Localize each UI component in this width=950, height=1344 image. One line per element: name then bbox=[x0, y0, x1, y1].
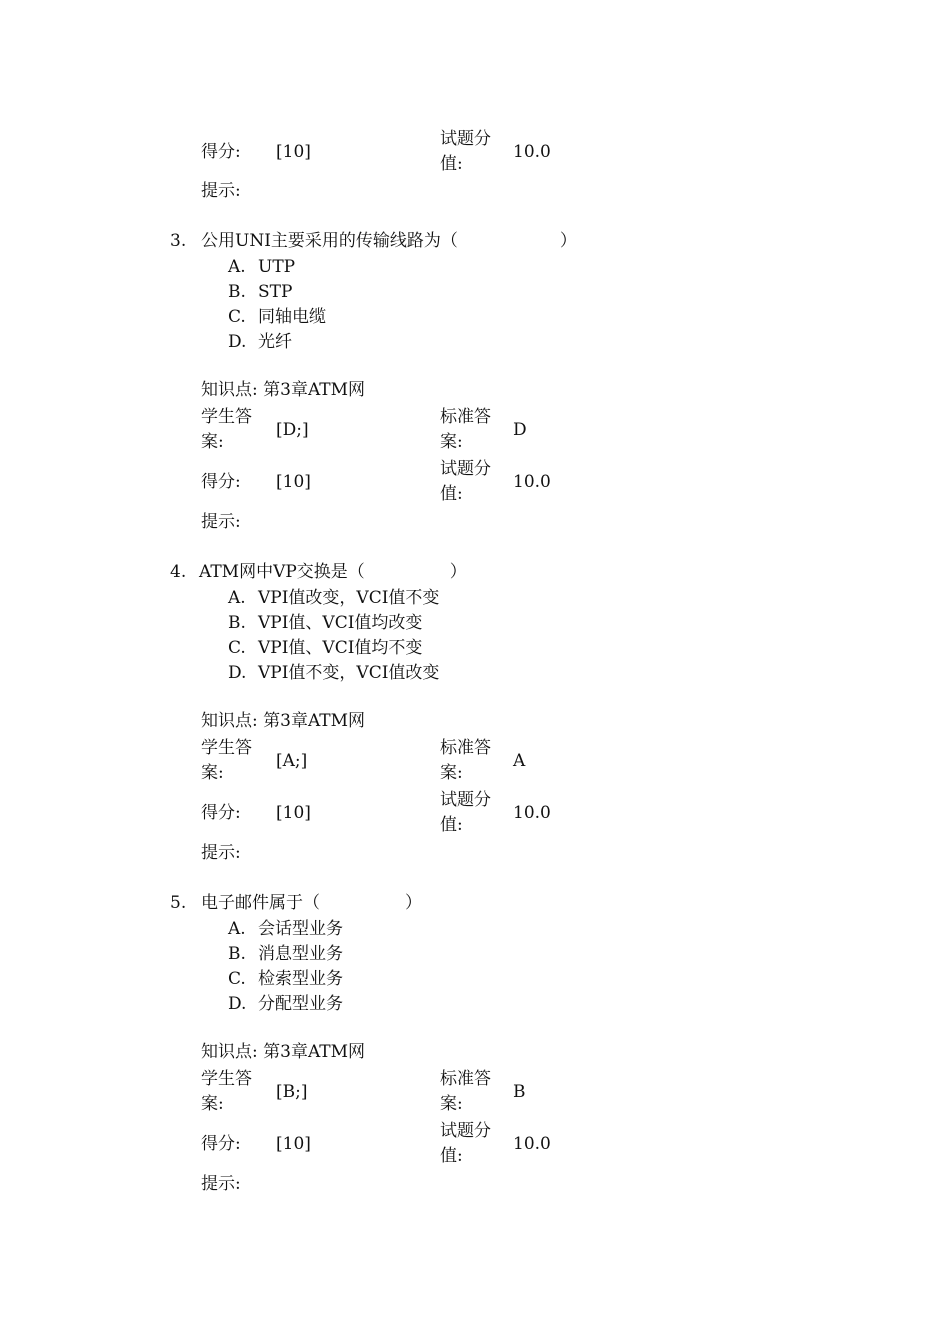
option-c bbox=[228, 636, 422, 661]
option-letter: D. bbox=[228, 332, 247, 352]
knowledge-point bbox=[201, 378, 365, 403]
option-letter: B. bbox=[228, 944, 246, 964]
item-value: 10.0 bbox=[513, 1134, 551, 1154]
option-a bbox=[228, 255, 295, 280]
score-label: 得分: bbox=[201, 472, 241, 492]
item-value: 10.0 bbox=[513, 142, 551, 162]
option-b bbox=[228, 611, 422, 636]
item-value-label: 试题分值: bbox=[440, 1121, 491, 1166]
hint-label: 提示: bbox=[201, 1174, 241, 1194]
student-answer-label: 学生答案: bbox=[201, 1069, 252, 1114]
standard-answer: D bbox=[513, 420, 527, 440]
knowledge-label: 知识点: bbox=[201, 380, 258, 400]
option-letter: C. bbox=[228, 307, 246, 327]
standard-answer: B bbox=[513, 1082, 526, 1102]
score-value: [10] bbox=[276, 142, 311, 162]
knowledge-value: 第3章ATM网 bbox=[263, 1042, 366, 1062]
option-letter: A. bbox=[228, 257, 246, 277]
student-answer: [D;] bbox=[276, 420, 309, 440]
option-letter: B. bbox=[228, 282, 246, 302]
option-d bbox=[228, 992, 343, 1017]
option-text: STP bbox=[258, 282, 293, 302]
option-letter: C. bbox=[228, 638, 246, 658]
score-value: [10] bbox=[276, 1134, 311, 1154]
option-c bbox=[228, 967, 343, 992]
option-letter: D. bbox=[228, 994, 247, 1014]
knowledge-label: 知识点: bbox=[201, 711, 258, 731]
standard-answer-label: 标准答案: bbox=[440, 738, 491, 783]
knowledge-label: 知识点: bbox=[201, 1042, 258, 1062]
option-b bbox=[228, 280, 292, 305]
student-answer: [A;] bbox=[276, 751, 308, 771]
score-label: 得分: bbox=[201, 142, 241, 162]
hint-label: 提示: bbox=[201, 843, 241, 863]
standard-answer-label: 标准答案: bbox=[440, 1069, 491, 1114]
knowledge-value: 第3章ATM网 bbox=[263, 380, 366, 400]
hint-label: 提示: bbox=[201, 181, 241, 201]
option-c bbox=[228, 305, 326, 330]
item-value-label: 试题分值: bbox=[440, 459, 491, 504]
item-value-label: 试题分值: bbox=[440, 790, 491, 835]
question-number: 4. bbox=[170, 562, 187, 582]
score-label: 得分: bbox=[201, 1134, 241, 1154]
option-text: VPI值、VCI值均不变 bbox=[258, 638, 423, 658]
question-stem: 公用UNI主要采用的传输线路为（ ） bbox=[201, 231, 577, 251]
student-answer: [B;] bbox=[276, 1082, 308, 1102]
knowledge-value: 第3章ATM网 bbox=[263, 711, 366, 731]
option-letter: A. bbox=[228, 588, 246, 608]
item-value: 10.0 bbox=[513, 803, 551, 823]
question-stem: 电子邮件属于（ ） bbox=[201, 893, 422, 913]
option-letter: C. bbox=[228, 969, 246, 989]
option-text: 检索型业务 bbox=[258, 969, 343, 989]
option-text: 会话型业务 bbox=[258, 919, 343, 939]
option-letter: A. bbox=[228, 919, 246, 939]
score-value: [10] bbox=[276, 803, 311, 823]
student-answer-label: 学生答案: bbox=[201, 407, 252, 452]
option-letter: D. bbox=[228, 663, 247, 683]
option-text: 消息型业务 bbox=[258, 944, 343, 964]
item-value-label: 试题分值: bbox=[440, 129, 491, 174]
option-text: 同轴电缆 bbox=[258, 307, 326, 327]
option-a bbox=[228, 586, 439, 611]
option-text: 分配型业务 bbox=[258, 994, 343, 1014]
option-text: UTP bbox=[258, 257, 296, 277]
score-value: [10] bbox=[276, 472, 311, 492]
option-a bbox=[228, 917, 343, 942]
option-d bbox=[228, 330, 292, 355]
option-b bbox=[228, 942, 343, 967]
student-answer-label: 学生答案: bbox=[201, 738, 252, 783]
option-text: VPI值、VCI值均改变 bbox=[258, 613, 423, 633]
option-text: VPI值不变，VCI值改变 bbox=[258, 663, 440, 683]
question-number: 5. bbox=[170, 893, 187, 913]
question-number: 3. bbox=[170, 231, 187, 251]
item-value: 10.0 bbox=[513, 472, 551, 492]
score-label: 得分: bbox=[201, 803, 241, 823]
option-text: VPI值改变，VCI值不变 bbox=[258, 588, 440, 608]
option-letter: B. bbox=[228, 613, 246, 633]
standard-answer: A bbox=[513, 751, 526, 771]
option-text: 光纤 bbox=[258, 332, 292, 352]
option-d bbox=[228, 661, 439, 686]
hint-label: 提示: bbox=[201, 512, 241, 532]
question-stem: ATM网中VP交换是（ ） bbox=[199, 562, 467, 582]
knowledge-point bbox=[201, 709, 365, 734]
standard-answer-label: 标准答案: bbox=[440, 407, 491, 452]
knowledge-point bbox=[201, 1040, 365, 1065]
